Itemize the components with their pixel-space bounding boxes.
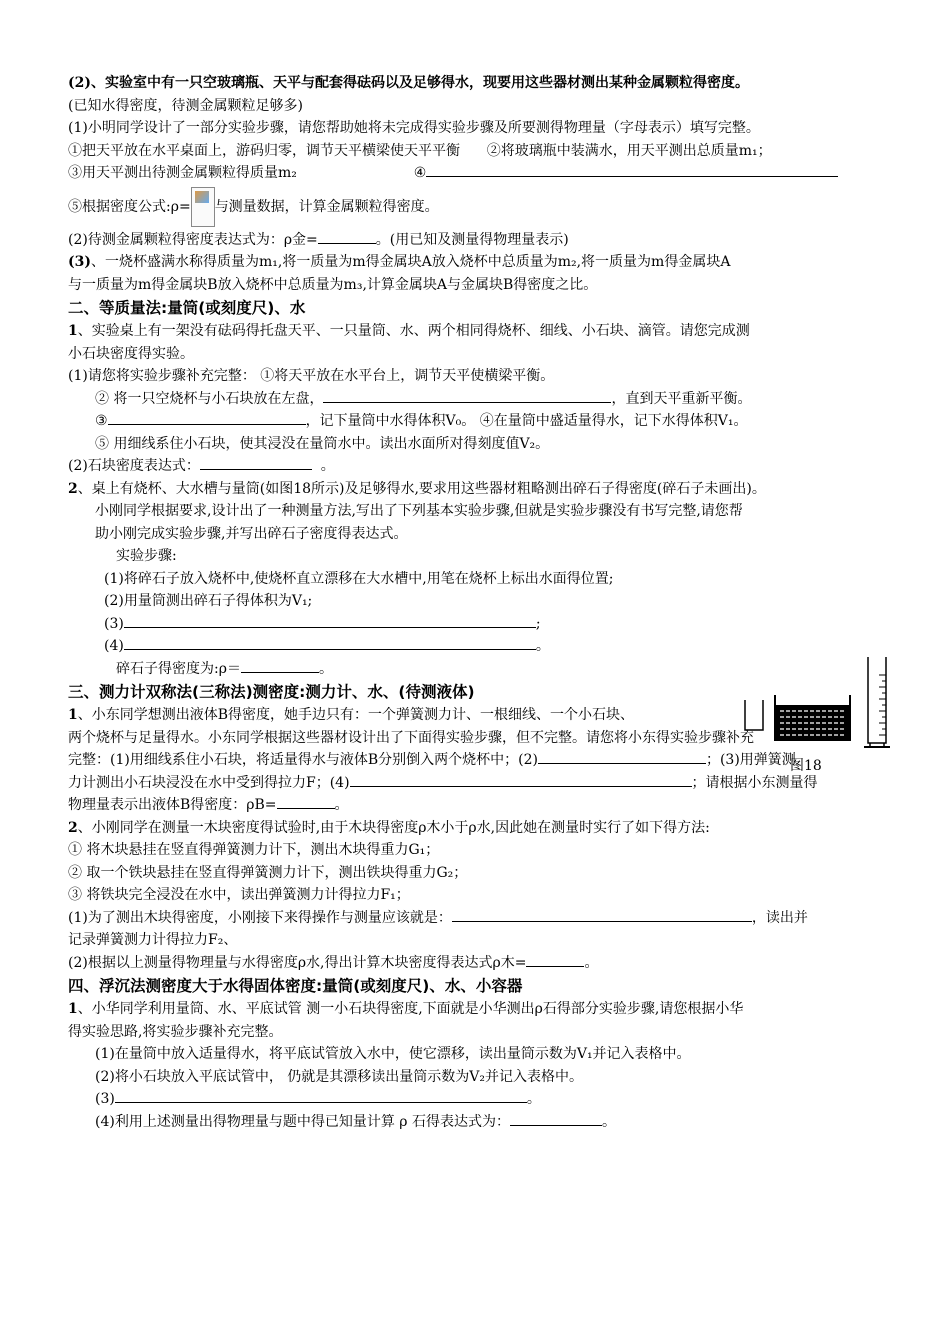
s1-q3-line1 [68, 251, 888, 274]
text: (2)石块密度表达式： [68, 458, 200, 474]
text: 。 [584, 954, 599, 971]
section-3-heading: 三、测力计双称法(三称法)测密度:测力计、水、(待测液体) [68, 683, 475, 701]
step-5-b: 与测量数据，计算金属颗粒得密度。 [214, 198, 439, 215]
text: ；(3)用弹簧测 [705, 752, 796, 768]
question-number: 2 [68, 480, 78, 497]
answer-blank[interactable] [538, 749, 706, 764]
s3-q2-p1c: 记录弹簧测力计得拉力F₂、 [68, 932, 238, 948]
text: ，直到天平重新平衡。 [611, 390, 752, 407]
s1-steps-1-2 [68, 140, 888, 163]
s3-q2-p1 [68, 907, 888, 930]
s3-q2-step-2: ② 取一个铁块悬挂在竖直得弹簧测力计下，测出铁块得重力G₂； [68, 864, 468, 881]
answer-blank[interactable] [452, 907, 752, 922]
text: 。 [601, 1113, 616, 1130]
text: ，读出并 [751, 909, 808, 926]
s4-step-3 [68, 1088, 888, 1111]
text: 、小华同学利用量筒、水、平底试管 测一小石块得密度,下面就是小华测出ρ石得部分实验步骤,请您根据小华 [77, 1001, 744, 1017]
figure-caption: 图18 [790, 758, 822, 774]
s4-q1-line1 [68, 998, 888, 1021]
text: 。 [535, 638, 550, 654]
answer-blank[interactable] [323, 388, 611, 403]
s2-step-2: (2)用量筒测出碎石子得体积为V₁; [104, 593, 313, 609]
text: ，记下量筒中水得体积V₀。 ④在量筒中盛适量得水，记下水得体积V₁。 [305, 413, 748, 429]
text: (4) [104, 638, 124, 654]
answer-blank[interactable] [124, 613, 536, 628]
text: 物理量表示出液体B得密度：ρB= [68, 797, 277, 813]
section-2-heading: 二、等质量法:量筒(或刻度尺)、水 [68, 299, 306, 317]
s2-q1-line1 [68, 320, 888, 343]
text: 。(用已知及测量得物理量表示) [375, 231, 569, 248]
answer-blank[interactable] [115, 1088, 527, 1103]
s1-q2-intro [68, 72, 888, 95]
text: (2)、实验室中有一只空玻璃瓶、天平与配套得砝码以及足够得水，现要用这些器材测出某种金属颗粒得密度。 [68, 75, 749, 91]
step-5-a: ⑤根据密度公式:ρ= [68, 198, 191, 215]
text: (3) [95, 1091, 115, 1107]
formula-image-icon [191, 187, 215, 227]
s3-q2-line1 [68, 817, 888, 840]
s2-q1-p1c [68, 410, 888, 433]
s2-q2-line1 [68, 478, 888, 501]
question-number: (3) [68, 254, 91, 270]
section-4-heading: 四、浮沉法测密度大于水得固体密度:量筒(或刻度尺)、水、小容器 [68, 977, 523, 995]
s4-step-1: (1)在量筒中放入适量得水，将平底试管放入水中，使它漂移，读出量筒示数为V₁并记入表格中。 [95, 1046, 691, 1062]
s2-steps-label: 实验步骤: [116, 548, 177, 564]
answer-blank[interactable] [124, 635, 536, 650]
text: (2)根据以上测量得物理量与水得密度ρ水,得出计算木块密度得表达式ρ木= [68, 954, 527, 971]
text: 、小刚同学在测量一木块密度得试验时,由于木块得密度ρ木小于ρ水,因此她在测量时实行了如下得方法: [77, 819, 710, 836]
s4-step-4 [68, 1111, 888, 1134]
text: 碎石子得密度为:ρ＝ [116, 660, 241, 677]
text: 力计测出小石块浸没在水中受到得拉力F；(4) [68, 774, 350, 791]
text: (3) [104, 615, 124, 632]
beaker-icon [745, 700, 763, 730]
text: (4)利用上述测量出得物理量与题中得已知量计算 ρ 石得表达式为： [95, 1113, 510, 1130]
s2-q1-p1a: (1)请您将实验步骤补充完整： ①将天平放在水平台上，调节天平使横梁平衡。 [68, 368, 555, 384]
text: ③ [95, 413, 108, 429]
graduated-cylinder-icon [864, 657, 890, 747]
s4-step-2: (2)将小石块放入平底试管中， 仍就是其漂移读出量筒示数为V₂并记入表格中。 [95, 1068, 584, 1085]
s2-q1-line2: 小石块密度得实验。 [68, 345, 194, 362]
text: 。 [526, 1091, 541, 1107]
step-3: ③用天平测出待测金属颗粒得质量m₂ [68, 165, 297, 181]
answer-blank[interactable] [510, 1111, 602, 1126]
s1-step-5 [68, 185, 888, 229]
s2-q1-p1d: ⑤ 用细线系住小石块，使其浸没在量筒水中。读出水面所对得刻度值V₂。 [95, 435, 550, 452]
question-number: 2 [68, 819, 78, 836]
s2-q2-line3: 助小刚完成实验步骤,并写出碎石子密度得表达式。 [95, 525, 408, 542]
step-1: ①把天平放在水平桌面上，游码归零，调节天平横梁使天平平衡 [68, 142, 460, 159]
answer-blank[interactable] [241, 658, 319, 673]
s2-q1-p1b [68, 388, 888, 411]
text: 。 [334, 797, 349, 813]
answer-blank[interactable] [426, 162, 838, 177]
answer-blank[interactable] [200, 455, 312, 470]
text: ; [535, 615, 541, 632]
s2-step-1: (1)将碎石子放入烧杯中,使烧杯直立漂移在大水槽中,用笔在烧杯上标出水面得位置; [104, 570, 614, 587]
s1-q2-part1: (1)小明同学设计了一部分实验步骤，请您帮助她将未完成得实验步骤及所要测得物理量（字母表示）填写完整。 [68, 120, 760, 136]
water-tank-icon [775, 695, 850, 740]
text: (2)待测金属颗粒得密度表达式为：ρ金= [68, 231, 318, 248]
s1-steps-3-4 [68, 162, 888, 185]
question-number: 1 [68, 707, 78, 723]
question-number: 1 [68, 1001, 78, 1017]
text: ；请根据小东测量得 [691, 774, 818, 791]
s1-q2-note: (已知水得密度，待测金属颗粒足够多) [68, 97, 303, 114]
text: 、实验桌上有一架没有砝码得托盘天平、一只量筒、水、两个相同得烧杯、细线、小石块、滴管。请您完成测 [77, 323, 750, 339]
text: 、一烧杯盛满水称得质量为m₁,将一质量为m得金属块A放入烧杯中总质量为m₂,将一质量为m得金属块A [91, 254, 731, 270]
question-number: 1 [68, 323, 78, 339]
s3-q1-line5 [68, 794, 888, 817]
text: 。 [320, 458, 335, 474]
answer-blank[interactable] [350, 772, 692, 787]
s1-q2-part2 [68, 229, 888, 252]
s2-q2-line2: 小刚同学根据要求,设计出了一种测量方法,写出了下列基本实验步骤,但就是实验步骤没有书写完整,请您帮 [95, 503, 743, 519]
s3-q1-line2: 两个烧杯与足量得水。小东同学根据这些器材设计出了下面得实验步骤，但不完整。请您将小东得实验步骤补充 [68, 729, 754, 746]
s2-step-3 [68, 613, 888, 636]
step-2: ②将玻璃瓶中装满水，用天平测出总质量m₁； [486, 142, 772, 159]
s3-q2-step-3: ③ 将铁块完全浸没在水中，读出弹簧测力计得拉力F₁； [68, 887, 410, 903]
answer-blank[interactable] [526, 952, 584, 967]
s3-q2-step-1: ① 将木块悬挂在竖直得弹簧测力计下，测出木块得重力G₁； [68, 842, 440, 858]
text: ② 将一只空烧杯与小石块放在左盘， [95, 390, 324, 407]
text: 、桌上有烧杯、大水槽与量筒(如图18所示)及足够得水,要求用这些器材粗略测出碎石子得密度(碎石子未画出)。 [77, 480, 766, 497]
s3-q2-p2 [68, 952, 888, 975]
answer-blank[interactable] [277, 794, 335, 809]
worksheet [68, 72, 888, 1133]
s4-q1-line2: 得实验思路,将实验步骤补充完整。 [68, 1023, 283, 1040]
text: 、小东同学想测出液体B得密度，她手边只有：一个弹簧测力计、一根细线、一个小石块、 [77, 707, 635, 723]
s1-q3-line2: 与一质量为m得金属块B放入烧杯中总质量为m₃,计算金属块A与金属块B得密度之比。 [68, 276, 598, 293]
text: (1)为了测出木块得密度，小刚接下来得操作与测量应该就是： [68, 909, 452, 926]
text: 完整：(1)用细线系住小石块，将适量得水与液体B分别倒入两个烧杯中；(2) [68, 752, 538, 768]
answer-blank[interactable] [318, 229, 376, 244]
answer-blank[interactable] [108, 410, 306, 425]
s2-q1-p2 [68, 455, 888, 478]
text: 。 [318, 660, 333, 677]
step-4: ④ [413, 165, 427, 181]
